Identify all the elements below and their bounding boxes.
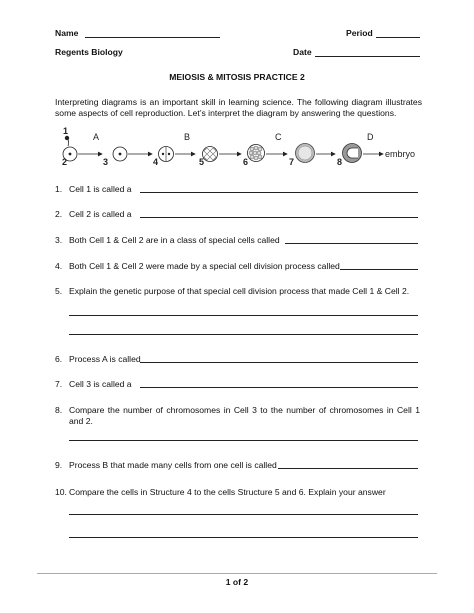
question-2-answer-line[interactable] [140,217,418,218]
question-2-number: 2. [55,209,63,219]
period-label: Period [346,28,373,38]
cell-1-sperm-icon [65,136,69,146]
question-10-number: 10. [55,487,67,497]
question-2-text: Cell 2 is called a [69,209,132,219]
question-5-answer-line[interactable] [69,334,418,335]
question-4-number: 4. [55,261,63,271]
question-10-answer-line[interactable] [69,537,418,538]
cell-number-8: 8 [337,157,343,167]
page-number: 1 of 2 [225,577,249,587]
cell-5-four-cell-icon [203,147,218,162]
question-5-answer-line[interactable] [69,315,418,316]
question-4-answer-line[interactable] [340,269,418,270]
cell-number-3: 3 [103,157,109,167]
process-letter-b: B [184,132,191,142]
question-6-number: 6. [55,354,63,364]
question-7-answer-line[interactable] [140,387,418,388]
question-8-number: 8. [55,405,63,415]
question-10-text: Compare the cells in Structure 4 to the cells Structure 5 and 6. Explain your answer [69,487,386,497]
question-9-text: Process B that made many cells from one cell is called [69,460,277,470]
question-1-number: 1. [55,184,63,194]
course-label: Regents Biology [55,47,123,57]
intro-paragraph: Interpreting diagrams is an important skill in learning science. The following diagram illustrates some aspects of cell reproduction. Let’s interpret the diagram by answering the questions. [55,97,422,118]
page-title: MEIOSIS & MITOSIS PRACTICE 2 [169,72,305,82]
question-10-answer-line[interactable] [69,514,418,515]
cell-number-4: 4 [153,157,159,167]
cell-4-two-cell-icon [159,147,174,162]
question-9-answer-line[interactable] [278,468,418,469]
question-3-text: Both Cell 1 & Cell 2 are in a class of special cells called [69,235,280,245]
question-3-answer-line[interactable] [285,243,418,244]
period-field[interactable] [376,37,420,38]
question-5-number: 5. [55,286,63,296]
process-letter-c: C [275,132,282,142]
question-8-text: Compare the number of chromosomes in Cell 3 to the number of chromosomes in Cell 1 and 2. [69,405,420,426]
cell-number-6: 6 [243,157,249,167]
cell-3-zygote-icon [113,147,127,161]
date-label: Date [293,47,312,57]
question-1-answer-line[interactable] [140,192,418,193]
name-field[interactable] [85,37,220,38]
question-4-text: Both Cell 1 & Cell 2 were made by a special cell division process called [69,261,340,271]
name-label: Name [55,28,79,38]
cell-number-1: 1 [63,126,69,136]
cell-7-blastula-icon [296,144,315,163]
process-letter-d: D [367,132,374,142]
question-7-text: Cell 3 is called a [69,379,132,389]
cell-number-7: 7 [289,157,295,167]
question-7-number: 7. [55,379,63,389]
cell-8-gastrula-icon [343,144,362,163]
question-3-number: 3. [55,235,63,245]
date-field[interactable] [315,56,420,57]
cell-6-morula-icon [248,145,265,162]
embryo-label: embryo [385,149,416,159]
cell-number-5: 5 [199,157,205,167]
question-6-answer-line[interactable] [140,362,418,363]
process-letter-a: A [93,132,100,142]
question-1-text: Cell 1 is called a [69,184,132,194]
question-5-text: Explain the genetic purpose of that special cell division process that made Cell 1 & Cell 2. [69,286,410,296]
cell-reproduction-diagram [55,124,425,170]
question-6-text: Process A is called [69,354,141,364]
footer-divider [37,573,437,574]
cell-number-2: 2 [62,157,68,167]
question-9-number: 9. [55,460,63,470]
question-8-answer-line[interactable] [69,440,418,441]
